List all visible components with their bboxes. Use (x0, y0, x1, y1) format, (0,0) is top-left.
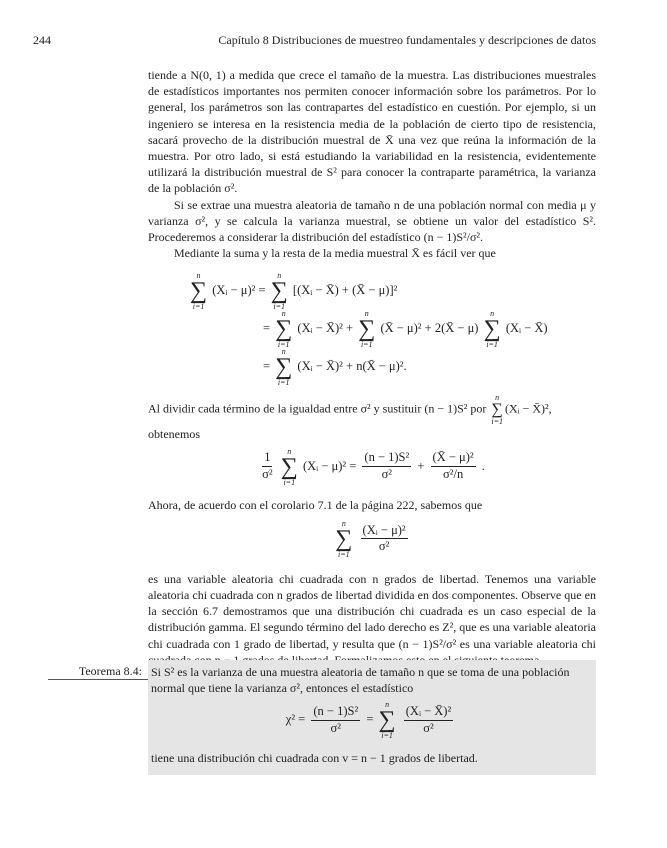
paragraph-4: Al dividir cada término de la igualdad entre σ² y sustituir (n − 1)S² por n ∑ i=1 (Xᵢ − X̄)², obtenemos (148, 393, 552, 442)
running-title: Capítulo 8 Distribuciones de muestreo fundamentales y descripciones de datos (218, 33, 596, 47)
fraction: $\frac{\text{(n − 1)S²}}{\text{σ²}}$ (313, 704, 359, 735)
summation-symbol: n ∑ i=1 (270, 271, 288, 312)
eq1-line1 (188, 271, 397, 311)
eq1-line3: = n ∑ i=1 (Xᵢ − X̄)² + n(X̄ − μ)². (263, 347, 407, 388)
summation-symbol: n ∑ i=1 (378, 700, 396, 741)
theorem-conclusion: tiene una distribución chi cuadrada con v = n − 1 grados de libertad. (151, 751, 478, 766)
summation-symbol: n ∑ i=1 (275, 309, 293, 350)
eq1-line2: = n ∑ i=1 (Xᵢ − X̄)² + n ∑ i=1 (X̄ − μ)² + 2(X̄ − μ) n ∑ i=1 (Xᵢ − X̄) (263, 309, 548, 350)
paragraph-5: Ahora, de acuerdo con el corolario 7.1 de la página 222, sabemos que (148, 497, 483, 512)
summation-symbol: n ∑ i=1 (190, 271, 208, 312)
eq1-r1: [(Xᵢ − X̄) + (X̄ − μ)]² (292, 283, 398, 298)
paragraph-1: tiende a N(0, 1) a medida que crece el tamaño de la muestra. Las distribuciones muestrales de estadísticos importantes nos permiten conocer información sobre los parámetros. Por lo general, los parámetros son las contrapartes del estadístico en cuestión. Por ejemplo, si un ingeniero se interesa en la resistencia media de la población de cierto tipo de resistencia, sacará provecho de la distribución muestral de X̄ una vez que reúna la información de la muestra. Por otro lado, si está estudiando la variabilidad en la resistencia, evidentemente utilizará la distribución muestral de S² para conocer la contraparte paramétrica, la varianza de la población σ². (148, 68, 596, 196)
paragraph-3: Mediante la suma y la resta de la media muestral X̄ es fácil ver que (174, 246, 496, 261)
summation-symbol: n ∑ i=1 (280, 446, 298, 487)
theorem-statement: Si S² es la varianza de una muestra aleatoria de tamaño n que se toma de una población normal que tiene la varianza σ², entonces el estadístico (151, 665, 570, 696)
page-number: 244 (33, 33, 51, 47)
paragraph-2: Si se extrae una muestra aleatoria de tamaño n de una población normal con media μ y varianza σ², y se calcula la varianza muestral, se obtiene un valor del estadístico S². Procederemos a considerar la distribución del estadístico (n − 1)S²/σ². (148, 197, 596, 245)
summation-symbol: n ∑ i=1 (491, 393, 503, 427)
summation-symbol: n ∑ i=1 (275, 347, 293, 388)
summation-symbol: n ∑ i=1 (483, 309, 501, 350)
equation-divided: $\frac{1}{\text{σ²}}$ n ∑ i=1 (Xᵢ − μ)² = $\frac{\text{(n − 1)S²}}{\text{σ²}}$ + $\frac{\text{(X̄ − μ)²}}{\text{σ²/n}}$ . (262, 446, 485, 487)
fraction: $\frac{\text{(X̄ − μ)²}}{\text{σ²/n}}$ (432, 450, 474, 482)
equation-chi-square-theorem: χ² = $\frac{\text{(n − 1)S²}}{\text{σ²}}$ = n ∑ i=1 $\frac{\text{(Xᵢ − X̄)²}}{\text{σ²}}$ (285, 700, 452, 741)
body-text (148, 67, 596, 668)
equation-chi-square-n (148, 519, 596, 565)
equation-decomposition (148, 267, 596, 387)
fraction: $\frac{\text{(n − 1)S²}}{\text{σ²}}$ (364, 450, 410, 482)
summation-symbol: n ∑ i=1 (335, 518, 353, 559)
eq1-lhs: (Xᵢ − μ)² = (212, 283, 269, 298)
fraction: $\frac{\text{(Xᵢ − μ)²}}{\text{σ²}}$ (362, 522, 406, 554)
theorem-text (151, 664, 591, 767)
paragraph-6: es una variable aleatoria chi cuadrada con n grados de libertad. Tenemos una variable aleatoria chi cuadrada con n grados de libertad dividida en dos componentes. Observe que en la sección 6.7 demostramos que una distribución chi cuadrada es un caso especial de la distribución gamma. El segundo término del lado derecho es Z², que es una variable aleatoria chi cuadrada con 1 grado de libertad, y resulta que (n − 1)S²/σ² es una variable aleatoria chi (148, 571, 596, 651)
theorem-label: Teorema 8.4: (48, 664, 148, 680)
summation-symbol: n ∑ i=1 (358, 309, 376, 350)
fraction: $\frac{\text{(Xᵢ − X̄)²}}{\text{σ²}}$ (405, 704, 452, 735)
fraction: $\frac{1}{\text{σ²}}$ (262, 450, 273, 482)
